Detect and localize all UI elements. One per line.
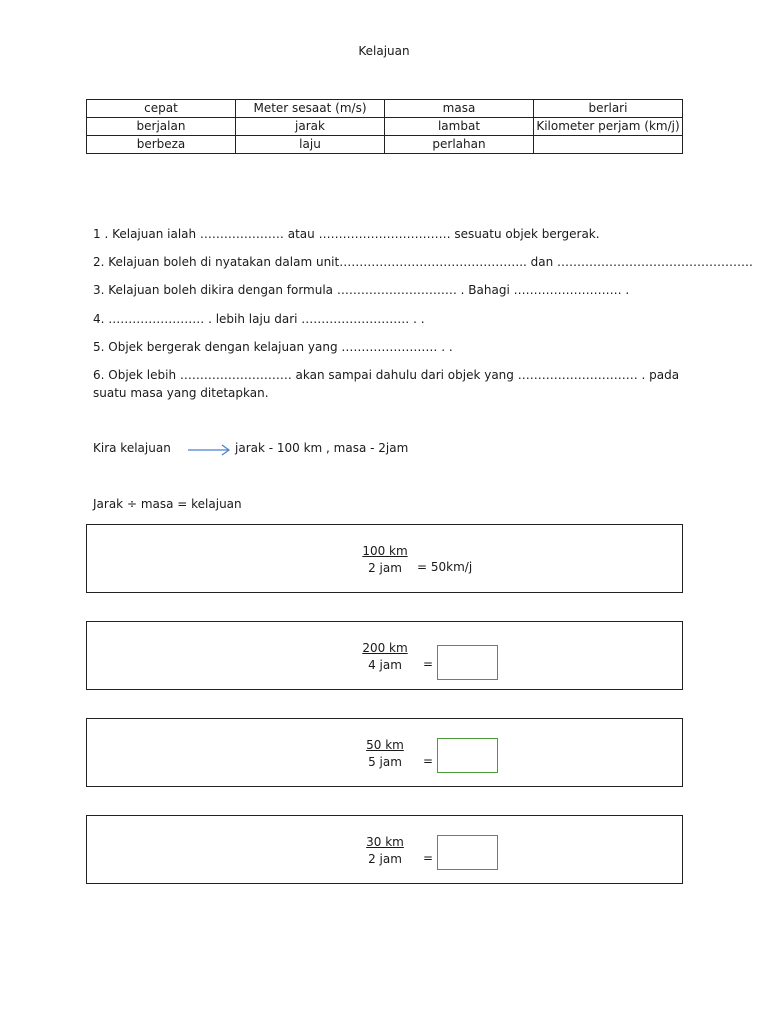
fraction bbox=[355, 834, 415, 868]
fraction-denominator: 2 jam bbox=[368, 561, 402, 575]
answer-box[interactable] bbox=[437, 835, 498, 870]
fraction bbox=[355, 737, 415, 771]
table-cell: lambat bbox=[385, 118, 534, 136]
table-cell: berbeza bbox=[87, 136, 236, 154]
table-cell: Meter sesaat (m/s) bbox=[236, 100, 385, 118]
table-cell: Kilometer perjam (km/j) bbox=[534, 118, 683, 136]
right-arrow-icon bbox=[187, 443, 231, 457]
worked-result: = 50km/j bbox=[417, 560, 473, 574]
question-3: 3. Kelajuan boleh dikira dengan formula ………………………… . Bahagi ……………………… . bbox=[93, 283, 630, 297]
table-cell: berjalan bbox=[87, 118, 236, 136]
table-cell bbox=[534, 136, 683, 154]
table-cell: cepat bbox=[87, 100, 236, 118]
table-cell: laju bbox=[236, 136, 385, 154]
fraction bbox=[355, 543, 415, 577]
exercise-box-2 bbox=[86, 718, 683, 787]
question-2: 2. Kelajuan boleh di nyatakan dalam unit……………………………………….. dan …………………………………………. bbox=[93, 255, 753, 269]
example-values: jarak - 100 km , masa - 2jam bbox=[235, 441, 409, 455]
exercise-box-3 bbox=[86, 815, 683, 884]
fraction-denominator: 5 jam bbox=[368, 755, 402, 769]
vocabulary-table bbox=[86, 99, 683, 154]
formula-text: Jarak ÷ masa = kelajuan bbox=[93, 497, 242, 511]
table-row bbox=[87, 136, 683, 154]
answer-box[interactable] bbox=[437, 645, 498, 680]
fraction bbox=[355, 640, 415, 674]
page-title: Kelajuan bbox=[358, 44, 410, 58]
table-row bbox=[87, 100, 683, 118]
table-cell: berlari bbox=[534, 100, 683, 118]
answer-box[interactable] bbox=[437, 738, 498, 773]
question-4: 4. …………………… . lebih laju dari ……………………… . . bbox=[93, 312, 425, 326]
fraction-numerator: 100 km bbox=[362, 544, 408, 558]
fraction-denominator: 2 jam bbox=[368, 852, 402, 866]
question-5: 5. Objek bergerak dengan kelajuan yang …………………… . . bbox=[93, 340, 453, 354]
table-cell: jarak bbox=[236, 118, 385, 136]
equals-sign: = bbox=[423, 851, 434, 865]
fraction-denominator: 4 jam bbox=[368, 658, 402, 672]
question-6: 6. Objek lebih ………………………. akan sampai dahulu dari objek yang ………………………… . pada suatu masa yang ditetapkan. bbox=[93, 368, 680, 400]
fraction-numerator: 200 km bbox=[362, 641, 408, 655]
equals-sign: = bbox=[423, 754, 434, 768]
table-row bbox=[87, 118, 683, 136]
example-label: Kira kelajuan bbox=[93, 441, 171, 455]
question-1: 1 . Kelajuan ialah ………………… atau …………………………… sesuatu objek bergerak. bbox=[93, 227, 600, 241]
fraction-numerator: 50 km bbox=[366, 738, 404, 752]
exercise-box-1 bbox=[86, 621, 683, 690]
equals-sign: = bbox=[423, 657, 434, 671]
table-cell: perlahan bbox=[385, 136, 534, 154]
table-cell: masa bbox=[385, 100, 534, 118]
fraction-numerator: 30 km bbox=[366, 835, 404, 849]
worked-example-box bbox=[86, 524, 683, 593]
